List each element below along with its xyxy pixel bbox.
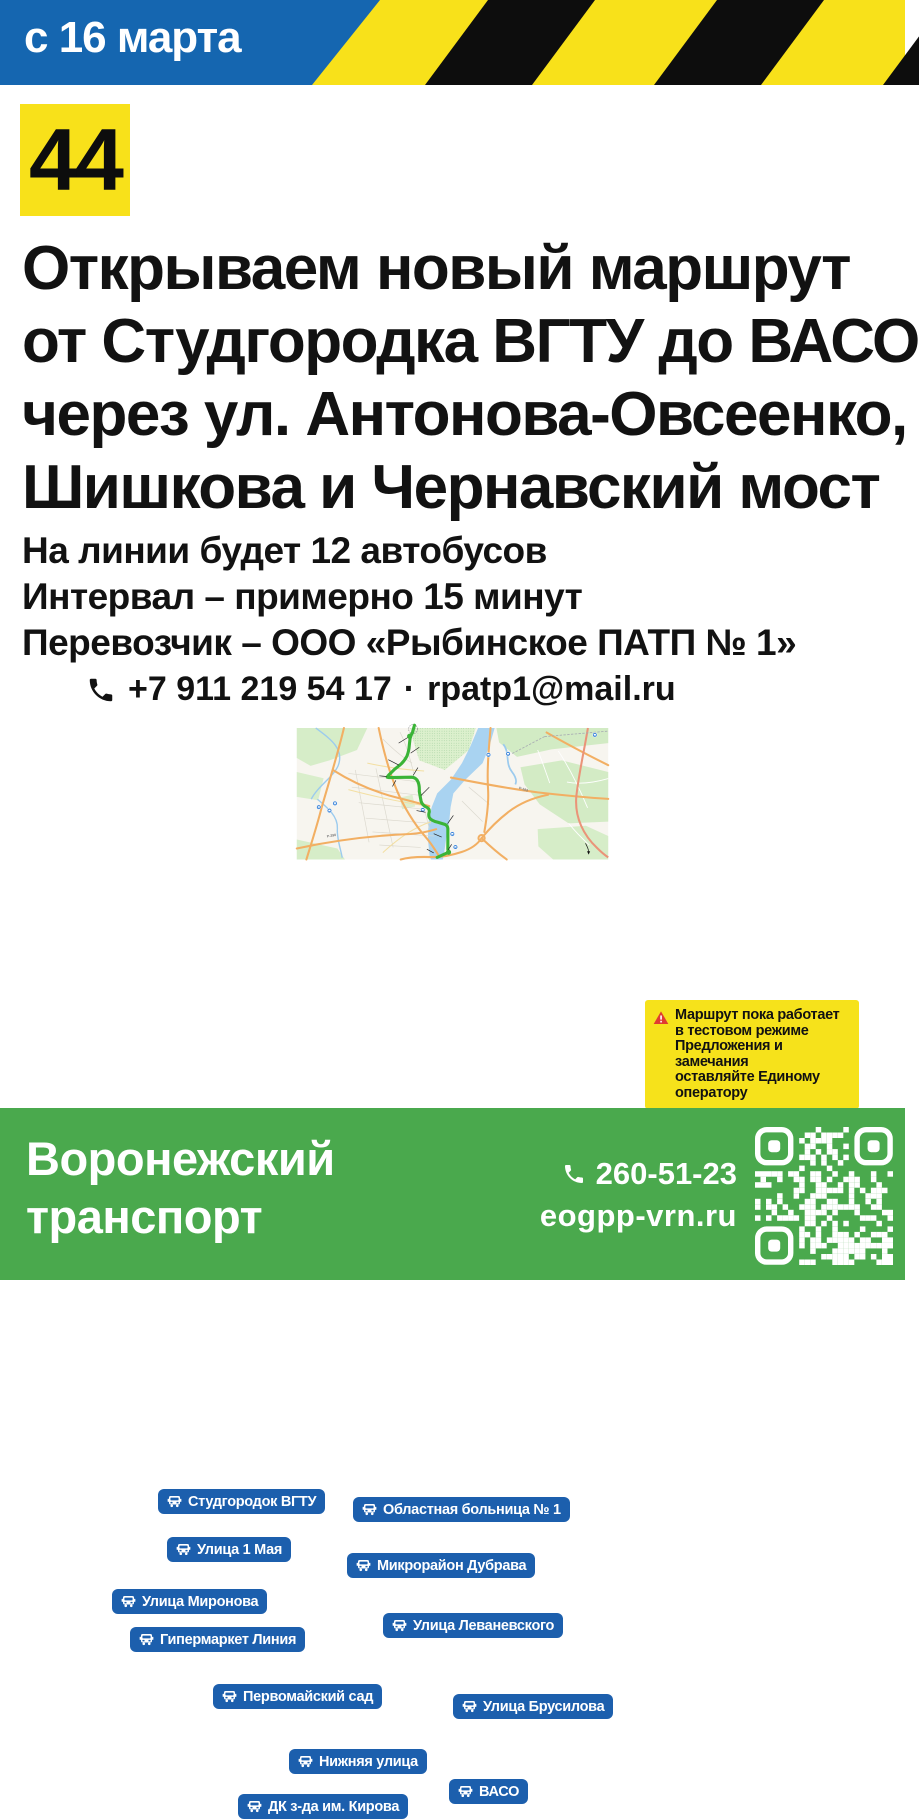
carrier-contact [86,670,676,709]
bus-icon [298,1754,313,1769]
top-banner [0,0,905,85]
bus-icon [139,1632,154,1647]
map-stop-label-gipermarket-liniya: Гипермаркет Линия [130,1627,305,1652]
bus-icon [222,1689,237,1704]
headline [22,232,919,524]
route-details [22,528,796,666]
map-stop-label-nizhnyaya-ulitsa: Нижняя улица [289,1749,427,1774]
headline-line: через ул. Антонова-Овсеенко, [22,380,907,449]
dot-separator: · [403,670,416,708]
route-endpoint-dot [407,734,412,739]
carrier-email: rpatp1@mail.ru [427,670,676,708]
headline-line: Шишкова и Чернавский мост [22,453,880,522]
map-stop-label-pervomaysky-sad: Первомайский сад [213,1684,382,1709]
map-stop-label-oblastnaya-bolnitsa: Областная больница № 1 [353,1497,570,1522]
road-shield-label: Р-193 [518,786,529,793]
notice-line: Предложения и замечания [675,1038,783,1070]
test-mode-notice [645,1000,859,1109]
headline-line: Открываем новый маршрут [22,234,850,303]
map-stop-label-ulitsa-mironova: Улица Миронова [112,1589,267,1614]
brand-title: Воронежский транспорт [26,1132,335,1243]
warning-icon [653,1010,669,1026]
carrier-phone: +7 911 219 54 17 [128,670,392,708]
details-interval: Интервал – примерно 15 минут [22,576,583,617]
notice-line: Маршрут пока работает [675,1007,840,1023]
phone-icon [562,1162,586,1186]
bus-icon [176,1542,191,1557]
bus-icon [167,1494,182,1509]
bus-icon [121,1594,136,1609]
bus-icon [356,1558,371,1573]
bus-icon [362,1502,377,1517]
footer [0,1108,905,1280]
route-endpoint-dot [446,850,451,855]
phone-icon [86,675,116,705]
notice-line: оставляйте Единому оператору [675,1069,820,1101]
details-carrier: Перевозчик – ООО «Рыбинское ПАТП № 1» [22,622,797,663]
bus-icon [247,1799,262,1814]
map-stop-label-ulitsa-brusilova: Улица Брусилова [453,1694,613,1719]
footer-phone: 260-51-23 [595,1156,737,1191]
bus-icon [458,1784,473,1799]
map-stop-label-dk-kirova: ДК з-да им. Кирова [238,1794,408,1819]
notice-line: в тестовом режиме [675,1022,809,1039]
qr-code [755,1127,893,1265]
details-buses: На линии будет 12 автобусов [22,530,547,571]
map-stop-label-mikrorayon-dubrava: Микрорайон Дубрава [347,1553,535,1578]
map-stop-label-ulitsa-1-maya: Улица 1 Мая [167,1537,291,1562]
route-number-badge: 44 [20,104,130,216]
footer-contacts [540,1156,737,1234]
headline-line: от Студгородка ВГТУ до ВАСО [22,307,919,376]
map-stop-label-studgorodok: Студгородок ВГТУ [158,1489,325,1514]
map-stop-label-vaso: ВАСО [449,1779,528,1804]
road-shield-label: Р-298 [326,833,337,839]
bus-icon [462,1699,477,1714]
start-date-label: с 16 марта [24,13,241,62]
map-stop-label-ulitsa-levanevskogo: Улица Леваневского [383,1613,563,1638]
footer-website: eogpp-vrn.ru [539,1198,737,1233]
bus-icon [392,1618,407,1633]
